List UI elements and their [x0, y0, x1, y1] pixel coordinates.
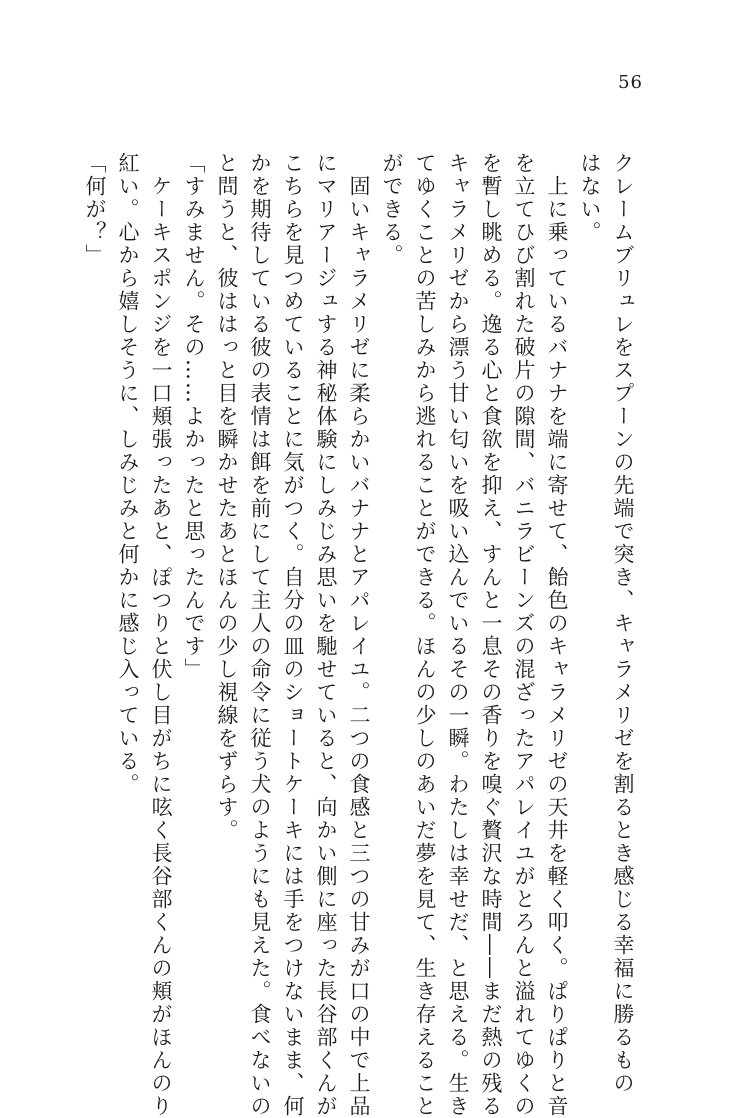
- text-line: こちらを見つめていることに気がつく。自分の皿のショートケーキには手をつけないまま、何: [281, 152, 305, 1118]
- page-number: 56: [618, 72, 643, 93]
- text-line: 「何が？」: [83, 152, 107, 267]
- text-line: にマリアージュする神秘体験にしみじみ思いを馳せていると、向かい側に座った長谷部くんが: [314, 152, 338, 1118]
- text-line: ケーキスポンジを一口頬張ったあと、ぽつりと伏し目がちに呟く長谷部くんの頬がほんのり: [149, 152, 173, 1118]
- text-line: 紅い。心から嬉しそうに、しみじみと何かに感じ入っている。: [116, 152, 140, 796]
- text-line: 上に乗っているバナナを端に寄せて、飴色のキャラメリゼの天井を軽く叩く。ぱりぱりと音: [545, 152, 569, 1118]
- text-line: はない。: [578, 152, 602, 244]
- text-line: と問うと、彼ははっと目を瞬かせたあとほんの少し視線をずらす。: [215, 152, 239, 842]
- text-line: を立てひび割れた破片の隙間、バニラビーンズの混ざったアパレイユがとろんと溢れてゆくの: [512, 152, 536, 1118]
- text-line: 「すみません。その……よかったと思ったんです」: [182, 152, 206, 681]
- text-line: 固いキャラメリゼに柔らかいバナナとアパレイユ。二つの食感と三つの甘みが口の中で上品: [347, 152, 371, 1118]
- vertical-text-body: [78, 152, 639, 1118]
- text-line: を暫し眺める。逸る心と食欲を抑え、すんと一息その香りを嗅ぐ贅沢な時間――まだ熱の残る: [479, 152, 503, 1118]
- text-line: クレームブリュレをスプーンの先端で突き、キャラメリゼを割るとき感じる幸福に勝るもの: [611, 152, 635, 1095]
- text-line: てゆくことの苦しみから逃れることができる。ほんの少しのあいだ夢を見て、生き存えること: [413, 152, 437, 1118]
- text-line: ができる。: [380, 152, 404, 267]
- text-line: キャラメリゼから漂う甘い匂いを吸い込んでいるその一瞬。わたしは幸せだ、と思える。生き: [446, 152, 470, 1118]
- text-line: かを期待している彼の表情は餌を前にして主人の命令に従う犬のようにも見えた。食べないの: [248, 152, 272, 1118]
